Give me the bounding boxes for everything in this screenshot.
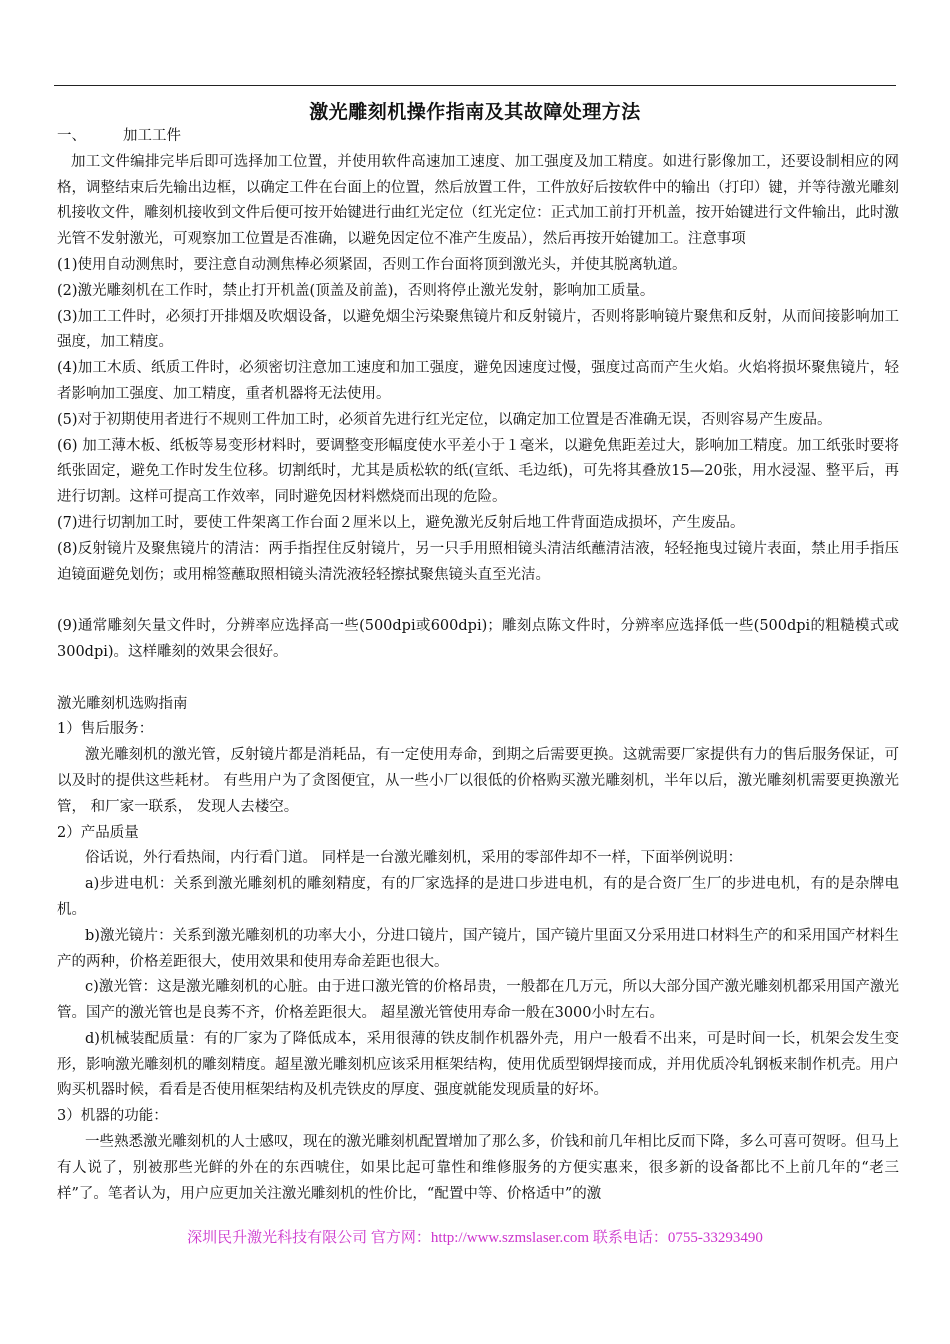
quality-item-c: c)激光管：这是激光雕刻机的心脏。由于进口激光管的价格昂贵，一般都在几万元，所以大部分国产激光雕刻机都采用国产激光管。国产的激光管也是良莠不齐，价格差距很大。 超星激光管使用寿命一般在3000小时左右。 [57,979,899,1022]
note-6: (6) 加工薄木板、纸板等易变形材料时，要调整变形幅度使水平差小于１毫米，以避免焦距差过大，影响加工精度。加工纸张时要将纸张固定，避免工作时发生位移。切割纸时，尤其是质松软的纸(宣纸、毛边纸)，可先将其叠放15—20张，用水浸湿、整平后，再进行切割。这样可提高工作效率，同时避免因材料燃烧而出现的危险。 [57,437,899,506]
section1-intro: 加工文件编排完毕后即可选择加工位置，并使用软件高速加工速度、加工强度及加工精度。如进行影像加工，还要设制相应的网格，调整结束后先输出边框，以确定工件在台面上的位置，然后放置工件，工件放好后按软件中的输出（打印）键，并等待激光雕刻机接收文件，雕刻机接收到文件后便可按开始键进行曲红光定位（红光定位：正式加工前打开机盖，按开始键进行文件输出，此时激光管不发射激光，可观察加工位置是否准确，以避免因定位不准产生废品），然后再按开始键加工。注意事项 [57,153,899,248]
document-body [57,124,899,1207]
note-5: (5)对于初期使用者进行不规则工件加工时，必须首先进行红光定位，以确定加工位置是否准确无误，否则容易产生废品。 [57,411,832,428]
functions-text: 一些熟悉激光雕刻机的人士感叹，现在的激光雕刻机配置增加了那么多，价钱和前几年相比反而下降，多么可喜可贺呀。但马上有人说了，别被那些光鲜的外在的东西唬住，如果比起可靠性和维修服务的方便实惠来，很多新的设备都比不上前几年的“老三样”了。笔者认为，用户应更加关注激光雕刻机的性价比，“配置中等、价格适中”的激 [57,1134,899,1202]
section1-title: 加工工件 [123,128,181,144]
quality-intro: 俗话说，外行看热闹，内行看门道。 同样是一台激光雕刻机，采用的零部件却不一样，下面举例说明： [85,850,743,867]
header-rule [54,85,896,86]
functions-heading: 3）机器的功能： [57,1108,168,1125]
note-3: (3)加工工件时，必须打开排烟及吹烟设备，以避免烟尘污染聚焦镜片和反射镜片，否则将影响镜片聚焦和反射，从而间接影响加工强度，加工精度。 [57,308,899,351]
after-sales-text: 激光雕刻机的激光管，反射镜片都是消耗品，有一定使用寿命，到期之后需要更换。这就需要厂家提供有力的售后服务保证，可以及时的提供这些耗材。 有些用户为了贪图便宜，从一些小厂以很低的价格购买激光雕刻机，半年以后，激光雕刻机需要更换激光管， 和厂家一联系， 发现人去楼空。 [57,747,899,815]
note-1: (1)使用自动测焦时，要注意自动测焦棒必须紧固，否则工作台面将顶到激光头，并使其脱离轨道。 [57,256,687,273]
note-4: (4)加工木质、纸质工件时，必须密切注意加工速度和加工强度，避免因速度过慢，强度过高而产生火焰。火焰将损坏聚焦镜片，轻者影响加工强度、加工精度，重者机器将无法使用。 [57,360,899,402]
footer-contact: 深圳民升激光科技有限公司 官方网：http://www.szmslaser.com 联系电话：0755-33293490 [187,1230,763,1246]
section1-number: 一、 [57,128,86,144]
spacer [57,666,899,692]
spacer [57,588,899,614]
guide-heading: 激光雕刻机选购指南 [57,695,188,712]
note-9: (9)通常雕刻矢量文件时，分辨率应选择高一些(500dpi或600dpi)；雕刻点陈文件时，分辨率应选择低一些(500dpi的粗糙模式或300dpi)。这样雕刻的效果会很好。 [57,618,899,660]
quality-item-a: a)步进电机：关系到激光雕刻机的雕刻精度，有的厂家选择的是进口步进电机，有的是合资厂生厂的步进电机，有的是杂牌电机。 [57,876,899,918]
quality-heading: 2）产品质量 [57,824,139,841]
section1-heading [57,124,899,150]
note-2: (2)激光雕刻机在工作时，禁止打开机盖(顶盖及前盖)，否则将停止激光发射，影响加工质量。 [57,282,655,299]
quality-item-b: b)激光镜片：关系到激光雕刻机的功率大小，分进口镜片，国产镜片，国产镜片里面又分采用进口材料生产的和采用国产材料生产的两种，价格差距很大，使用效果和使用寿命差距也很大。 [57,927,899,970]
quality-item-d: d)机械装配质量：有的厂家为了降低成本，采用很薄的铁皮制作机器外壳，用户一般看不出来，可是时间一长，机架会发生变形，影响激光雕刻机的雕刻精度。超星激光雕刻机应该采用框架结构，使用优质型钢焊接而成，并用优质冷轧钢板来制作机壳。用户购买机器时候，看看是否使用框架结构及机壳铁皮的厚度、强度就能发现质量的好坏。 [57,1030,899,1099]
note-8: (8)反射镜片及聚焦镜片的清洁：两手指捏住反射镜片，另一只手用照相镜头清洁纸蘸清洁液，轻轻拖曳过镜片表面，禁止用手指压迫镜面避免划伤；或用棉签蘸取照相镜头清洗液轻轻擦拭聚焦镜头直至光洁。 [57,540,899,583]
document-title: 激光雕刻机操作指南及其故障处理方法 [309,101,641,123]
after-sales-heading: 1）售后服务： [57,721,154,738]
note-7: (7)进行切割加工时，要使工件架离工作台面２厘米以上，避免激光反射后地工件背面造成损坏，产生废品。 [57,514,745,531]
